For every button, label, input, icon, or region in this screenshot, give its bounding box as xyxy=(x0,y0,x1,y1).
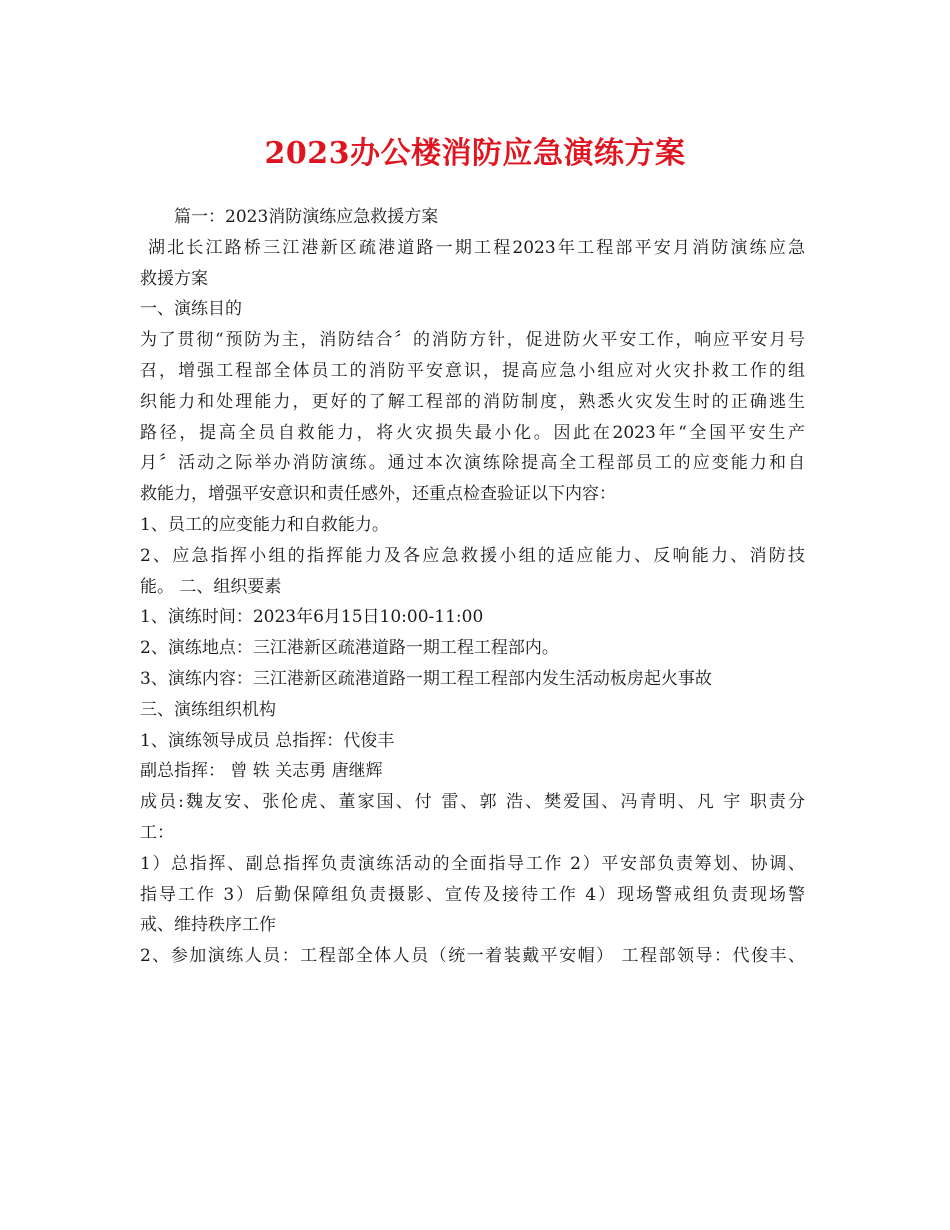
list-item: 1、演练领导成员 总指挥：代俊丰 xyxy=(140,730,395,751)
list-item: 2、应急指挥小组的指挥能力及各应急救援小组的适应能力、反响能力、消防技 xyxy=(140,545,805,566)
section-heading: 一、演练目的 xyxy=(140,299,242,320)
paragraph-line: 副总指挥： 曾 轶 关志勇 唐继辉 xyxy=(140,761,383,782)
section-heading: 三、演练组织机构 xyxy=(140,699,276,720)
list-item: 2、演练地点：三江港新区疏港道路一期工程工程部内。 xyxy=(140,638,559,659)
paragraph-line: 路径，提高全员自救能力，将火灾损失最小化。因此在2023年“全国平安生产 xyxy=(140,422,805,443)
paragraph-line: 工： xyxy=(140,822,174,843)
paragraph-line: 1）总指挥、副总指挥负责演练活动的全面指导工作 2）平安部负责筹划、协调、 xyxy=(140,853,805,874)
document-body xyxy=(140,202,805,972)
paragraph-line: 月〞活动之际举办消防演练。通过本次演练除提高全工程部员工的应变能力和自 xyxy=(140,453,805,474)
list-item: 1、演练时间：2023年6月15日10:00-11:00 xyxy=(140,607,484,628)
document-title: 2023办公楼消防应急演练方案 xyxy=(264,136,686,171)
paragraph-line: 救援方案 xyxy=(140,268,208,289)
paragraph-line: 湖北长江路桥三江港新区疏港道路一期工程2023年工程部平安月消防演练应急 xyxy=(148,237,805,258)
list-item: 2、参加演练人员：工程部全体人员（统一着装戴平安帽） 工程部领导：代俊丰、 xyxy=(140,946,805,967)
paragraph-line: 召，增强工程部全体员工的消防平安意识，提高应急小组应对火灾扑救工作的组 xyxy=(140,360,805,381)
section-heading-part-one: 篇一：2023消防演练应急救援方案 xyxy=(174,207,439,227)
paragraph-line: 救能力，增强平安意识和责任感外，还重点检查验证以下内容： xyxy=(140,484,616,505)
paragraph-line: 指导工作 3）后勤保障组负责摄影、宣传及接待工作 4）现场警戒组负责现场警 xyxy=(140,884,805,905)
paragraph-line: 戒、维持秩序工作 xyxy=(140,915,276,936)
paragraph-line: 为了贯彻“预防为主，消防结合〞的消防方针，促进防火平安工作，响应平安月号 xyxy=(140,330,805,351)
paragraph-line: 成员:魏友安、张伦虎、董家国、付 雷、郭 浩、樊爱国、冯青明、凡 宇 职责分 xyxy=(140,792,805,813)
list-item: 3、演练内容：三江港新区疏港道路一期工程工程部内发生活动板房起火事故 xyxy=(140,668,712,689)
paragraph-line: 能。 二、组织要素 xyxy=(140,576,282,597)
paragraph-line: 织能力和处理能力，更好的了解工程部的消防制度，熟悉火灾发生时的正确逃生 xyxy=(140,391,805,412)
list-item: 1、员工的应变能力和自救能力。 xyxy=(140,514,389,535)
